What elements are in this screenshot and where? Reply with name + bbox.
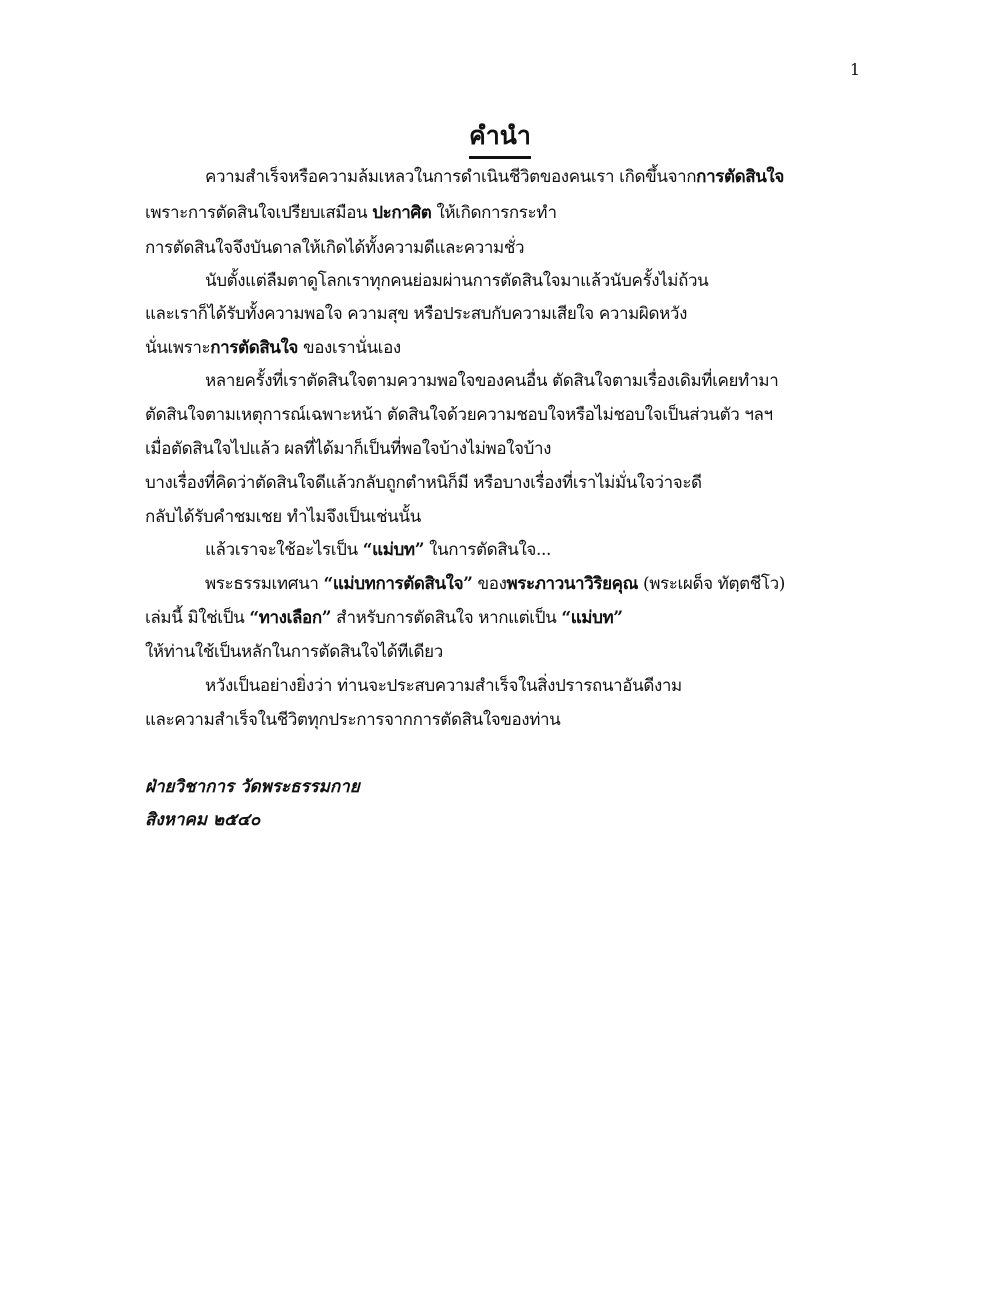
page-number: 1 — [849, 60, 860, 79]
body-text-segment: กลับได้รับคำชมเชย ทำไมจึงเป็นเช่นนั้น — [145, 507, 421, 527]
text-line — [145, 400, 773, 430]
body-text-segment: นั่นเพราะ — [145, 338, 211, 358]
text-line — [205, 671, 682, 701]
body-text-segment: นับตั้งแต่ลืมตาดูโลกเราทุกคนย่อมผ่านการตัดสินใจมาแล้วนับครั้งไม่ถ้วน — [205, 271, 709, 291]
text-line — [145, 333, 401, 363]
text-line — [205, 569, 785, 599]
emphasis-text: “แม่บทการตัดสินใจ” — [323, 574, 473, 594]
text-line — [205, 366, 778, 396]
text-line — [145, 502, 421, 532]
body-text-segment: และเราก็ได้รับทั้งความพอใจ ความสุข หรือประสบกับความเสียใจ ความผิดหวัง — [145, 304, 687, 324]
text-line — [205, 266, 708, 296]
body-text-segment: หลายครั้งที่เราตัดสินใจตามความพอใจของคนอื่น ตัดสินใจตามเรื่องเดิมที่เคยทำมา — [205, 371, 779, 391]
body-text-segment: ตัดสินใจตามเหตุการณ์เฉพาะหน้า ตัดสินใจด้วยความชอบใจหรือไม่ชอบใจเป็นส่วนตัว ฯลฯ — [145, 405, 773, 425]
body-text-segment: สำหรับการตัดสินใจ หากแต่เป็น — [331, 608, 562, 628]
body-text-segment: (พระเผด็จ ทัตฺตชีโว) — [637, 574, 785, 594]
text-line — [145, 603, 623, 633]
body-text-segment: ของเรานั่นเอง — [298, 338, 401, 358]
text-line — [145, 299, 687, 329]
text-line — [145, 705, 560, 735]
body-text-segment: หวังเป็นอย่างยิ่งว่า ท่านจะประสบความสำเร็จในสิ่งปรารถนาอันดีงาม — [205, 676, 682, 696]
text-line — [145, 198, 557, 228]
page-title: คำนำ — [469, 118, 531, 159]
signature-date: สิงหาคม ๒๕๔๐ — [145, 810, 261, 830]
text-line — [145, 468, 702, 498]
body-text-segment: เพราะการตัดสินใจเปรียบเสมือน — [145, 203, 373, 223]
emphasis-text: “ทางเลือก” — [249, 608, 332, 628]
body-text-segment: และความสำเร็จในชีวิตทุกประการจากการตัดสินใจของท่าน — [145, 710, 561, 730]
text-line — [145, 233, 524, 263]
body-text-segment: แล้วเราจะใช้อะไรเป็น — [205, 540, 363, 560]
emphasis-text: “แม่บท” — [362, 540, 425, 560]
emphasis-text: การตัดสินใจ — [210, 338, 298, 358]
body-text-segment: พระธรรมเทศนา — [205, 574, 324, 594]
signature-author: ฝ่ายวิชาการ วัดพระธรรมกาย — [145, 777, 360, 797]
emphasis-text: การตัดสินใจ — [696, 167, 784, 187]
text-line — [145, 637, 443, 667]
emphasis-text: ปะกาศิต — [372, 203, 432, 223]
body-text-segment: การตัดสินใจจึงบันดาลให้เกิดได้ทั้งความดีและความชั่ว — [145, 238, 525, 258]
text-line — [145, 434, 551, 464]
title-wrap — [0, 118, 1000, 159]
body-text-segment: ในการตัดสินใจ... — [424, 540, 551, 560]
body-text-segment: ความสำเร็จหรือความล้มเหลวในการดำเนินชีวิตของคนเรา เกิดขึ้นจาก — [205, 167, 697, 187]
emphasis-text: “แม่บท” — [561, 608, 623, 628]
body-text-segment: บางเรื่องที่คิดว่าตัดสินใจดีแล้วกลับถูกตำหนิก็มี หรือบางเรื่องที่เราไม่มั่นใจว่าจะดี — [145, 473, 702, 493]
body-text-segment: ของ — [472, 574, 507, 594]
body-text-segment: เล่มนี้ มิใช่เป็น — [145, 608, 250, 628]
body-text-segment: ให้เกิดการกระทำ — [431, 203, 557, 223]
text-line — [205, 162, 784, 192]
text-line — [205, 535, 551, 565]
emphasis-text: พระภาวนาวิริยคุณ — [506, 574, 638, 594]
body-text-segment: เมื่อตัดสินใจไปแล้ว ผลที่ได้มาก็เป็นที่พอใจบ้างไม่พอใจบ้าง — [145, 439, 552, 459]
body-text-segment: ให้ท่านใช้เป็นหลักในการตัดสินใจได้ทีเดียว — [145, 642, 443, 662]
